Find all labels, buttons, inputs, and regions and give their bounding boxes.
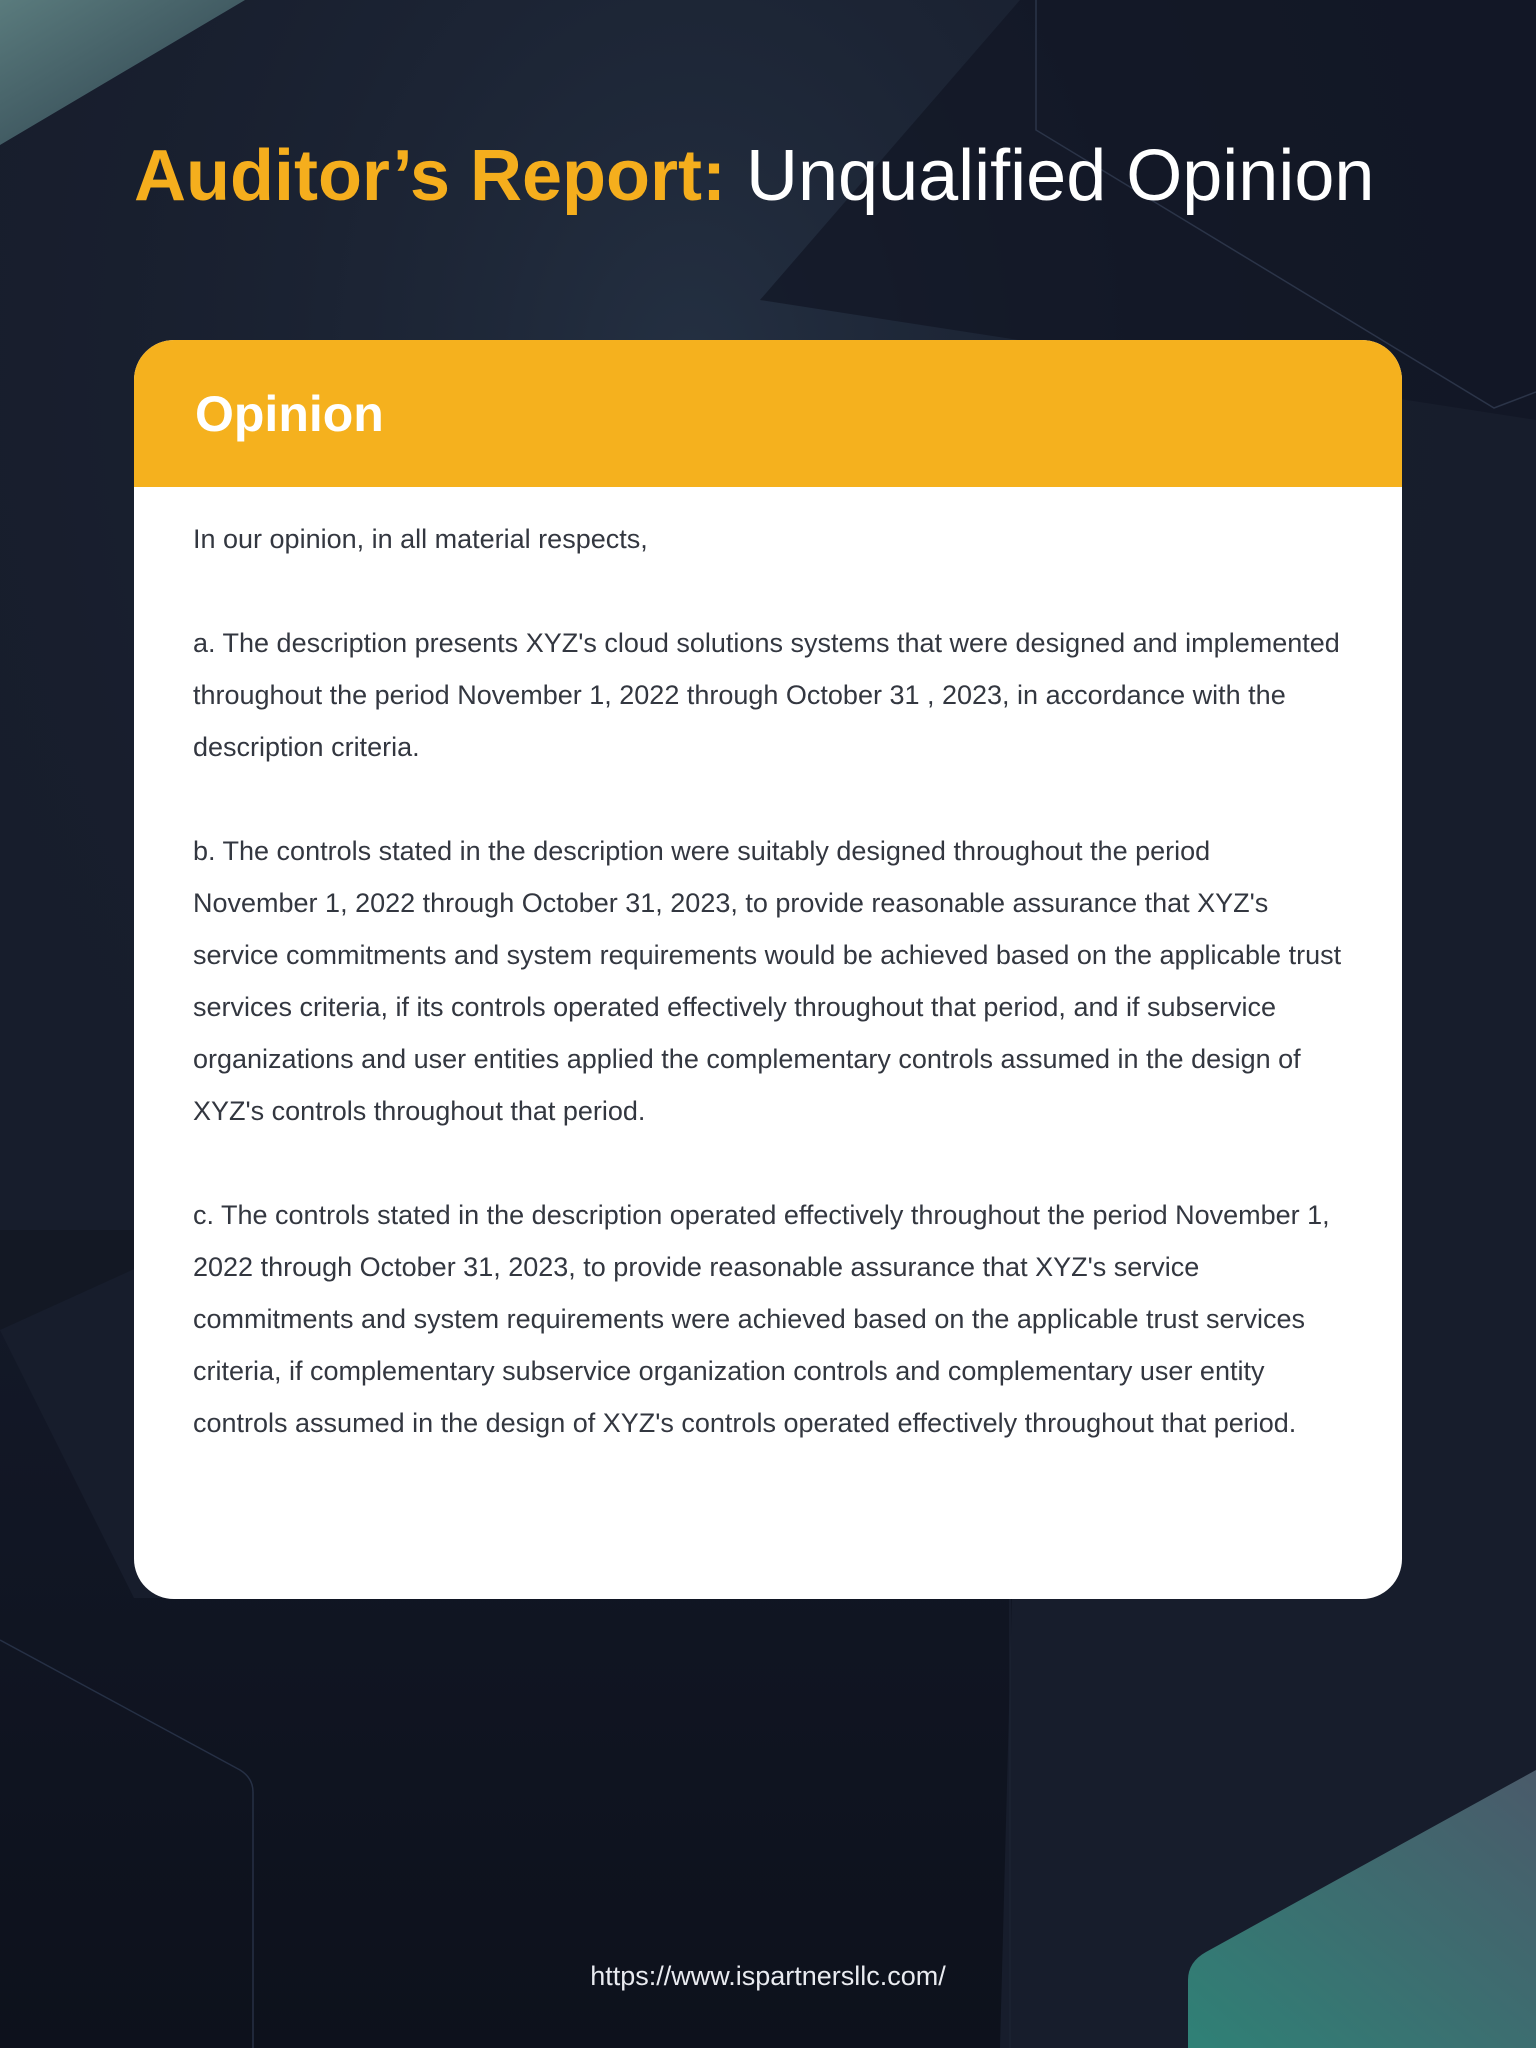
opinion-heading: Opinion [195, 385, 384, 442]
title-light: Unqualified Opinion [745, 136, 1375, 216]
opinion-card-header [134, 340, 1402, 487]
opinion-paragraph-c: c. The controls stated in the description operated effectively throughout the period November 1, 2022 through October 31, 2023, to provide reasonable assurance that XYZ's service commitments and system requirements were achieved based on the applicable trust services criteria, if complementary subservice organization controls and complementary user entity controls assumed in the design of XYZ's controls operated effectively throughout that period. [193, 1200, 1330, 1438]
opinion-paragraph-a: a. The description presents XYZ's cloud solutions systems that were designed and implemented throughout the period November 1, 2022 through October 31 , 2023, in accordance with the description criteria. [193, 628, 1340, 762]
opinion-paragraph-b: b. The controls stated in the description were suitably designed throughout the period November 1, 2022 through October 31, 2023, to provide reasonable assurance that XYZ's service commitments and system requirements would be achieved based on the applicable trust services criteria, if its controls operated effectively throughout that period, and if subservice organizations and user entities applied the complementary controls assumed in the design of XYZ's controls throughout that period. [193, 836, 1342, 1126]
title-strong: Auditor’s Report: [134, 136, 726, 216]
page-title [134, 128, 1374, 224]
opinion-card-body [134, 487, 1402, 1449]
opinion-card [134, 340, 1402, 1599]
footer-url[interactable]: https://www.ispartnersllc.com/ [590, 1961, 946, 1991]
opinion-intro: In our opinion, in all material respects, [193, 524, 648, 554]
